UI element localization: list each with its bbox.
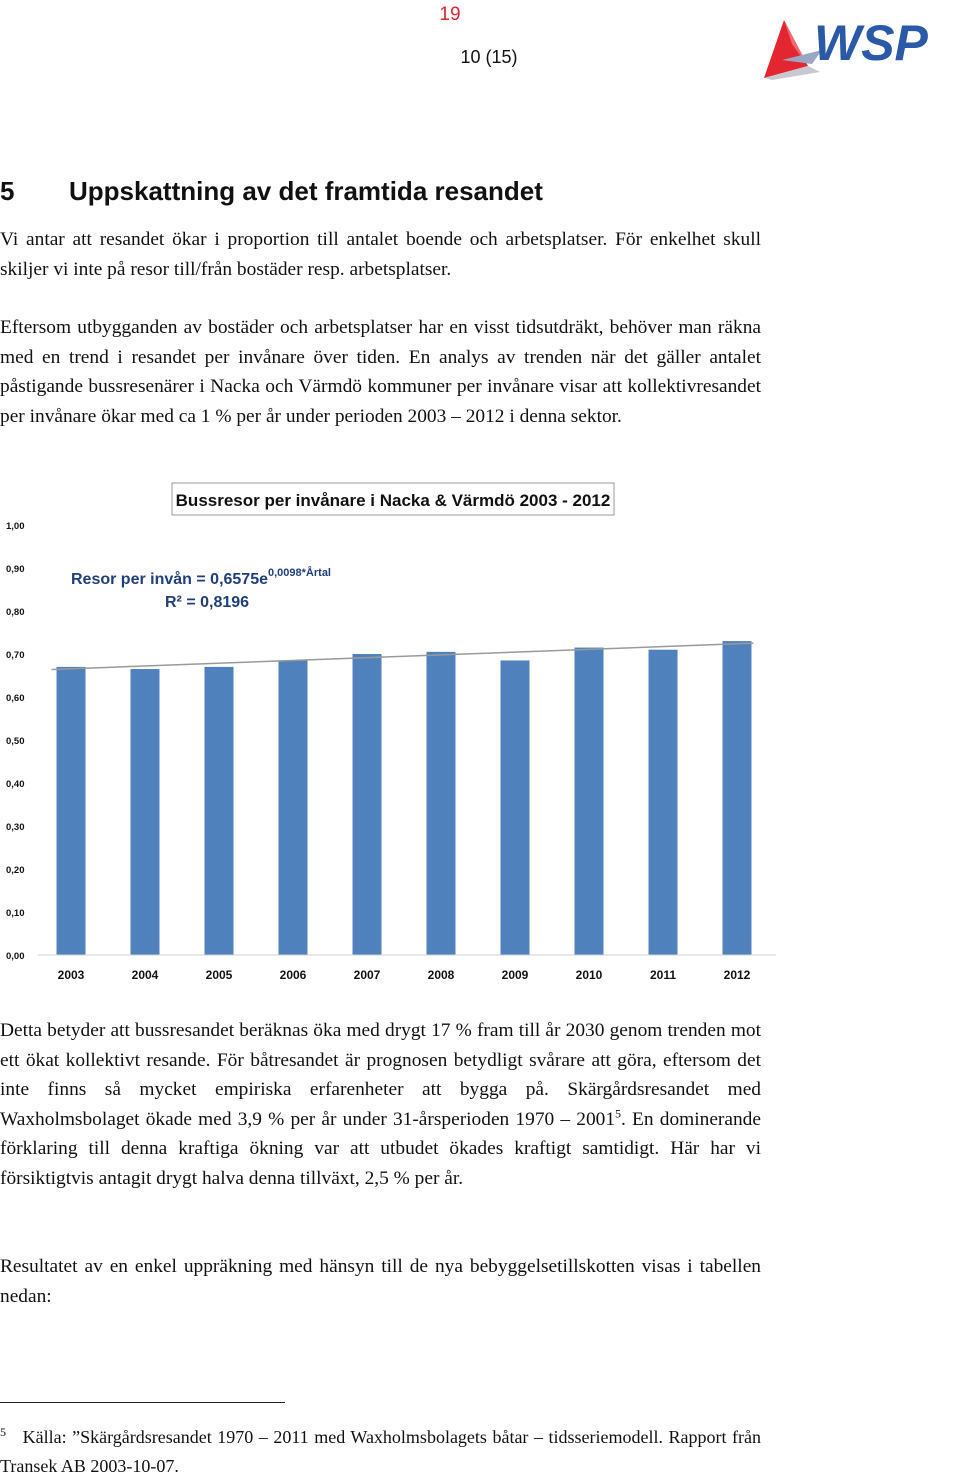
- footnote: [0, 1418, 761, 1481]
- paragraph-4: Resultatet av en enkel uppräkning med hänsyn till de nya bebyggelsetillskotten visas i tabellen nedan:: [0, 1256, 761, 1307]
- y-tick-label: 0,80: [6, 607, 25, 618]
- footnote-marker: 5: [0, 1425, 6, 1439]
- x-tick-label: 2006: [279, 968, 307, 982]
- trend-equation: Resor per invån = $0,6575e^{0,0098*Årtal}$: [71, 567, 331, 588]
- x-tick-label: 2010: [575, 968, 603, 982]
- bar: [723, 641, 752, 955]
- y-tick-label: 0,70: [6, 650, 25, 661]
- chart-title: Bussresor per invånare i Nacka & Värmdö 2003 - 2012: [175, 491, 611, 510]
- y-tick-label: 0,30: [6, 822, 25, 833]
- paragraph-1: Vi antar att resandet ökar i proportion till antalet boende och arbetsplatser. För enkelhet skull skiljer vi inte på resor till/från bostäder resp. arbetsplatser.: [0, 229, 761, 280]
- paragraph-2: Eftersom utbygganden av bostäder och arbetsplatser har en visst tidsutdräkt, behöver man räkna med en trend i resandet per invånare över tiden. En analys av trenden när det gäller antalet påstigande bussresenärer i Nacka och Värmdö kommuner per invånare visar att kollektivresandet per invånare ökar med ca 1 % per år under perioden 2003 – 2012 i denna sektor.: [0, 317, 761, 427]
- page-number-red: 19: [439, 4, 461, 25]
- bar: [501, 660, 530, 955]
- x-tick-label: 2011: [649, 968, 677, 982]
- x-tick-label: 2004: [131, 968, 159, 982]
- trend-line: [52, 643, 754, 669]
- footnote-text: Källa: ”Skärgårdsresandet 1970 – 2011 med Waxholmsbolagets båtar – tidsseriemodell. Rapport från Transek AB 2003-10-07.: [0, 1427, 762, 1476]
- bar: [427, 652, 456, 955]
- footnote-divider: [0, 1402, 285, 1403]
- x-tick-label: 2012: [723, 968, 751, 982]
- bar: [205, 667, 234, 955]
- y-tick-label: 0,00: [6, 951, 25, 962]
- x-tick-label: 2008: [427, 968, 455, 982]
- y-tick-label: 0,40: [6, 779, 25, 790]
- x-tick-label: 2007: [353, 968, 381, 982]
- y-tick-label: 0,10: [6, 908, 25, 919]
- section-heading: [0, 176, 543, 207]
- y-tick-label: 0,20: [6, 865, 25, 876]
- footnote-ref: 5: [615, 1106, 622, 1121]
- y-tick-label: 1,00: [6, 521, 25, 532]
- logo-text: WSP: [814, 15, 928, 71]
- trend-r-squared: R² = 0,8196: [165, 594, 250, 611]
- x-tick-label: 2009: [501, 968, 529, 982]
- section-title: Uppskattning av det framtida resandet: [69, 176, 543, 206]
- section-number: 5: [0, 176, 15, 206]
- bus-trips-chart: [0, 478, 790, 998]
- bar: [353, 654, 382, 955]
- paragraph-3: Detta betyder att bussresandet beräknas öka med drygt 17 % fram till år 2030 genom trenden mot ett ökat kollektivt resande. För båtresandet är prognosen betydligt svårare att göra, eftersom det inte finns så mycket empiriska erfarenheter att bygga på. Skärgårdsresandet med Waxholmsbolaget ökade med 3,9 % per år under 31-årsperioden 1970 – 2001$^5$. En dominerande förklaring till denna kraftiga ökning var att utbudet ökades kraftigt samtidigt. Här har vi försiktigtvis antagit drygt halva denna tillväxt, 2,5 % per år.: [0, 1020, 761, 1189]
- x-tick-label: 2005: [205, 968, 233, 982]
- bar: [649, 650, 678, 955]
- bar: [279, 660, 308, 955]
- bar: [57, 667, 86, 955]
- y-tick-label: 0,60: [6, 693, 25, 704]
- y-tick-label: 0,50: [6, 736, 25, 747]
- x-tick-label: 2003: [57, 968, 85, 982]
- y-tick-label: 0,90: [6, 564, 25, 575]
- bar: [131, 669, 160, 955]
- page-number: 10 (15): [460, 47, 518, 67]
- bar: [575, 648, 604, 955]
- wsp-logo: [762, 14, 960, 80]
